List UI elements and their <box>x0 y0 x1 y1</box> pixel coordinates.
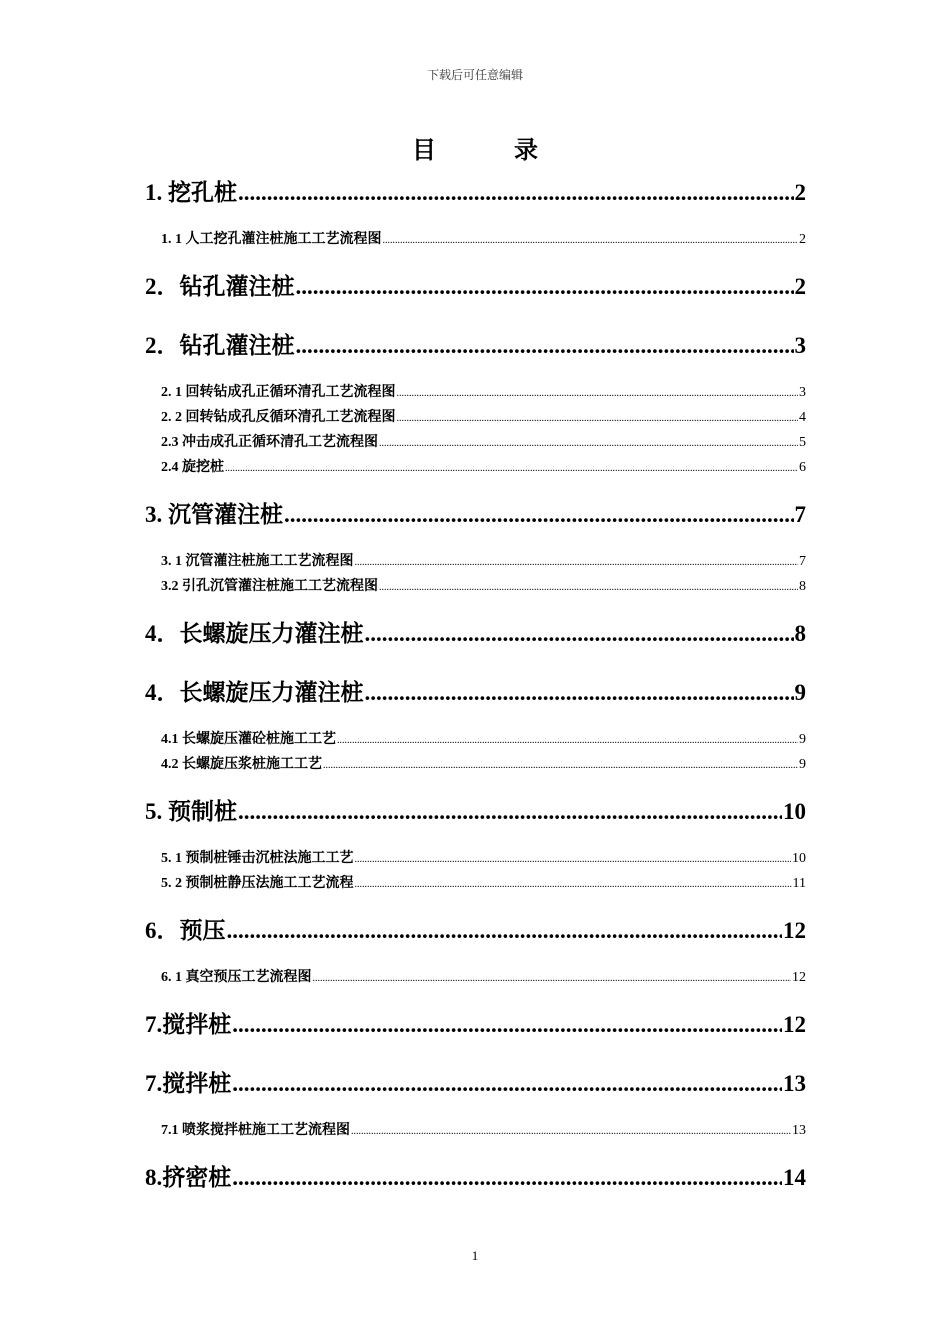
toc-entry-page: 11 <box>792 876 806 891</box>
toc-entry-page: 9 <box>799 757 806 772</box>
toc-entry-label: 5. 1 预制桩锤击沉桩法施工工艺 <box>161 851 354 866</box>
toc-entry-label: 6．预压 <box>145 918 226 943</box>
dot-leader <box>379 434 798 454</box>
dot-leader <box>355 875 792 895</box>
toc-entry-label: 2. 2 回转钻成孔反循环清孔工艺流程图 <box>161 410 396 425</box>
toc-entry-label: 1. 1 人工挖孔灌注桩施工工艺流程图 <box>161 232 382 247</box>
dot-leader <box>296 331 794 361</box>
toc-entry-page: 12 <box>783 1012 806 1037</box>
dot-leader <box>232 1069 782 1099</box>
toc-entry[interactable] <box>145 1010 806 1040</box>
toc-entry-label: 2．钻孔灌注桩 <box>145 333 295 358</box>
dot-leader <box>355 553 799 573</box>
toc-entry-label: 7.1 喷浆搅拌桩施工工艺流程图 <box>161 1123 350 1138</box>
dot-leader <box>379 578 798 598</box>
toc-entry-label: 2.4 旋挖桩 <box>161 460 224 475</box>
toc-entry[interactable] <box>145 619 806 649</box>
toc-entry-label: 3. 1 沉管灌注桩施工工艺流程图 <box>161 554 354 569</box>
toc-entry-page: 12 <box>792 970 806 985</box>
toc-entry-page: 4 <box>799 410 806 425</box>
toc-entry-page: 8 <box>799 579 806 594</box>
page-number: 1 <box>471 1248 479 1263</box>
toc-entry[interactable] <box>161 849 806 869</box>
toc-entry-label: 4.1 长螺旋压灌砼桩施工工艺 <box>161 732 336 747</box>
toc-entry-label: 4.2 长螺旋压浆桩施工工艺 <box>161 757 322 772</box>
toc-entry[interactable] <box>161 1121 806 1141</box>
toc-entry-page: 14 <box>783 1165 806 1190</box>
toc-entry-label: 3. 沉管灌注桩 <box>145 502 283 527</box>
toc-entry[interactable] <box>161 968 806 988</box>
toc-entry-page: 8 <box>794 621 806 646</box>
toc-entry[interactable] <box>161 458 806 478</box>
toc-entry-page: 9 <box>794 680 806 705</box>
dot-leader <box>337 731 798 751</box>
toc-entry-label: 5. 预制桩 <box>145 799 237 824</box>
toc-entry-page: 13 <box>792 1123 806 1138</box>
toc-entry-page: 2 <box>794 180 806 205</box>
toc-entry-page: 7 <box>794 502 806 527</box>
toc-entry[interactable] <box>161 755 806 775</box>
dot-leader <box>383 231 799 251</box>
toc-entry-label: 2.3 冲击成孔正循环清孔工艺流程图 <box>161 435 378 450</box>
dot-leader <box>284 500 794 530</box>
toc-entry[interactable] <box>145 916 806 946</box>
toc-entry[interactable] <box>161 577 806 597</box>
toc-entry[interactable] <box>161 730 806 750</box>
toc-entry[interactable] <box>145 1163 806 1193</box>
header-note: 下载后可任意编辑 <box>426 68 523 82</box>
toc-entry-label: 2．钻孔灌注桩 <box>145 274 295 299</box>
toc-entry[interactable] <box>161 408 806 428</box>
dot-leader <box>355 850 792 870</box>
toc-entry-page: 2 <box>794 274 806 299</box>
dot-leader <box>296 272 794 302</box>
toc-entry[interactable] <box>145 797 806 827</box>
toc-entry-page: 5 <box>799 435 806 450</box>
dot-leader <box>232 1010 782 1040</box>
toc-entry[interactable] <box>161 383 806 403</box>
toc-entry-label: 3.2 引孔沉管灌注桩施工工艺流程图 <box>161 579 378 594</box>
toc-entry-page: 12 <box>783 918 806 943</box>
toc-entry[interactable] <box>161 874 806 894</box>
dot-leader <box>232 1163 782 1193</box>
toc-entry-page: 9 <box>799 732 806 747</box>
toc-entry-label: 4．长螺旋压力灌注桩 <box>145 621 364 646</box>
toc-entry[interactable] <box>145 678 806 708</box>
toc-entry[interactable] <box>145 500 806 530</box>
dot-leader <box>351 1122 791 1142</box>
toc-entry-page: 10 <box>792 851 806 866</box>
dot-leader <box>227 916 783 946</box>
toc-entry-label: 7.搅拌桩 <box>145 1012 232 1037</box>
toc-entry[interactable] <box>145 272 806 302</box>
toc-entry-page: 2 <box>799 232 806 247</box>
dot-leader <box>397 409 799 429</box>
toc-entry[interactable] <box>145 1069 806 1099</box>
dot-leader <box>365 678 794 708</box>
toc-entry-label: 7.搅拌桩 <box>145 1071 232 1096</box>
toc-title: 目 录 <box>412 138 574 164</box>
toc-entry-label: 2. 1 回转钻成孔正循环清孔工艺流程图 <box>161 385 396 400</box>
toc-entry[interactable] <box>145 331 806 361</box>
toc-entry-page: 6 <box>799 460 806 475</box>
toc-entry-page: 3 <box>794 333 806 358</box>
dot-leader <box>225 459 798 479</box>
toc-entry-page: 7 <box>799 554 806 569</box>
toc-entry-label: 8.挤密桩 <box>145 1165 232 1190</box>
toc-entry[interactable] <box>161 552 806 572</box>
toc-entry[interactable] <box>161 230 806 250</box>
toc-entry[interactable] <box>161 433 806 453</box>
dot-leader <box>365 619 794 649</box>
dot-leader <box>397 384 799 404</box>
dot-leader <box>323 756 798 776</box>
dot-leader <box>238 178 794 208</box>
toc-entry-label: 6. 1 真空预压工艺流程图 <box>161 970 312 985</box>
toc-entry-label: 5. 2 预制桩静压法施工工艺流程 <box>161 876 354 891</box>
toc-entry-page: 13 <box>783 1071 806 1096</box>
toc-entry-label: 4．长螺旋压力灌注桩 <box>145 680 364 705</box>
toc-entry-label: 1. 挖孔桩 <box>145 180 237 205</box>
toc-entry-page: 10 <box>783 799 806 824</box>
dot-leader <box>238 797 782 827</box>
dot-leader <box>313 969 792 989</box>
toc-entry-page: 3 <box>799 385 806 400</box>
toc-entry[interactable] <box>145 178 806 208</box>
